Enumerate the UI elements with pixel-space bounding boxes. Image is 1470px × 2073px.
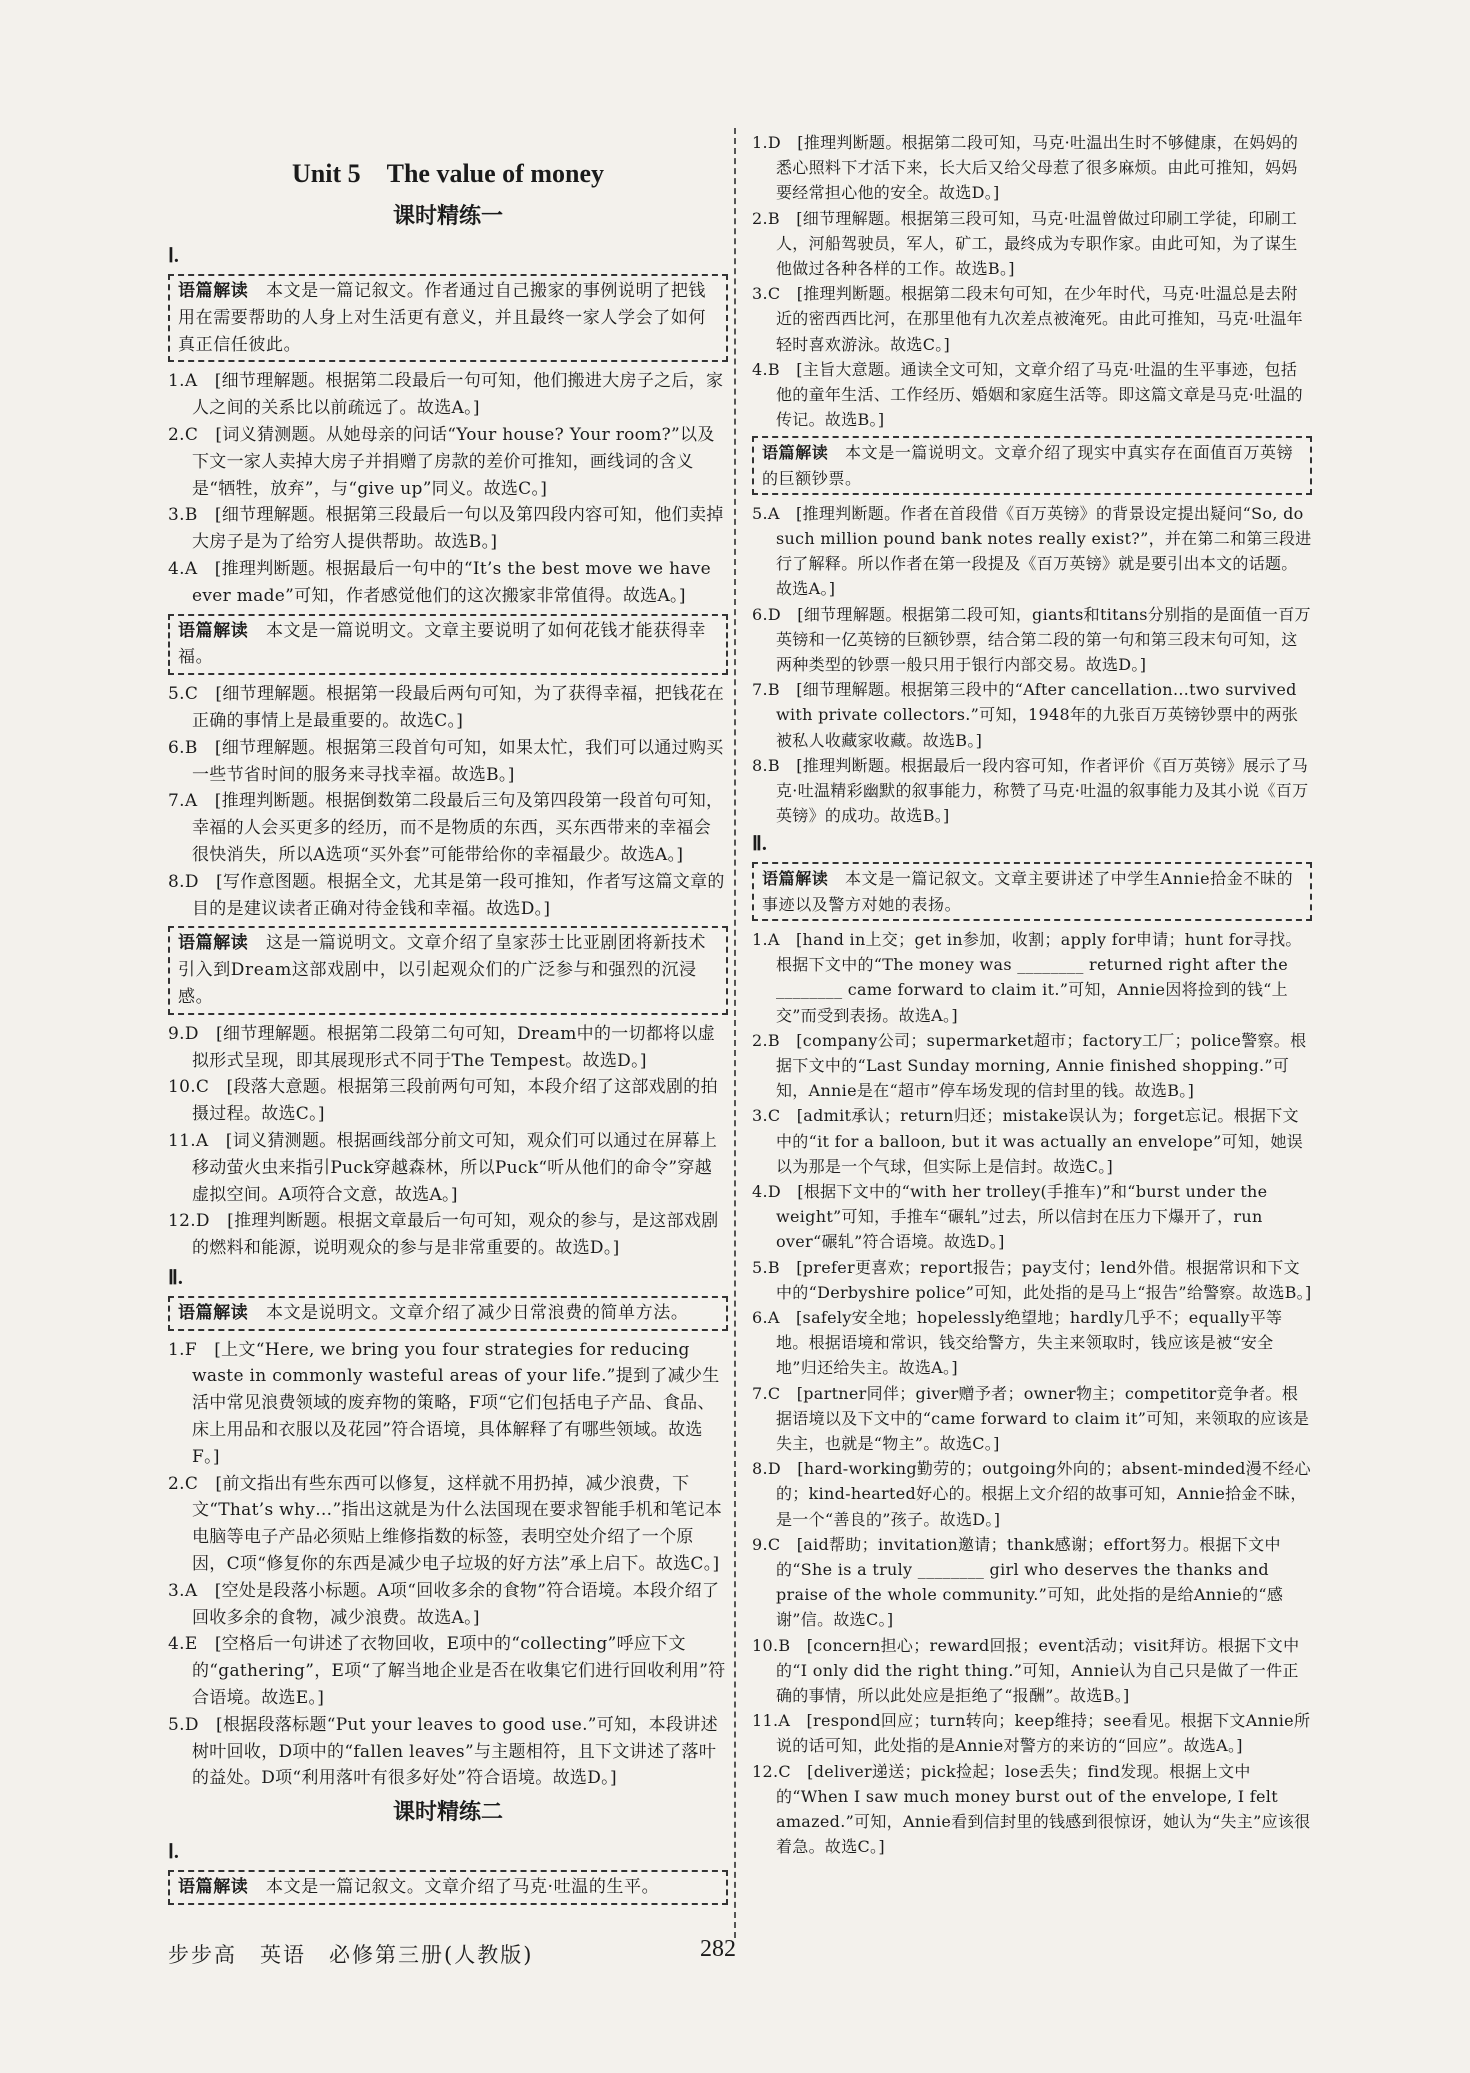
answer-item: 1.A [细节理解题。根据第二段最后一句可知，他们搬进大房子之后，家人之间的关系比以前疏远了。故选A。] <box>168 371 724 419</box>
answer-item: 7.C [partner同伴；giver赠予者；owner物主；competitor竞争者。根据语境以及下文中的“came forward to claim it”可知，来领取的应该是失主，也就是“物主”。故选C。] <box>752 1383 1310 1453</box>
answer-item: 3.C [推理判断题。根据第二段末句可知，在少年时代，马克·吐温总是去附近的密西西比河，在那里他有九次差点被淹死。由此可推知，马克·吐温年轻时喜欢游泳。故选C。] <box>752 284 1303 354</box>
summary-label: 语篇解读 <box>178 281 249 301</box>
passage-summary-box <box>168 926 728 1014</box>
answer-item: 5.C [细节理解题。根据第一段最后两句可知，为了获得幸福，把钱花在正确的事情上是最重要的。故选C。] <box>168 684 725 731</box>
answer-item: 2.C [前文指出有些东西可以修复，这样就不用扔掉，减少浪费，下文“That’s why…”指出这就是为什么法国现在要求智能手机和笔记本电脑等电子产品必须贴上维修指数的标签，表明空处介绍了一个原因，C项“修复你的东西是减少电子垃圾的好方法”承上启下。故选C。] <box>168 1473 723 1575</box>
section-roman-1: Ⅰ. <box>168 245 179 267</box>
passage-summary-box <box>752 436 1312 494</box>
passage-summary-box <box>168 1870 728 1905</box>
answer-item: 4.D [根据下文中的“with her trolley(手推车)”和“burst under the weight”可知，手推车“碾轧”过去，所以信封在压力下爆开了，run over“碾轧”符合语境。故选D。] <box>752 1181 1268 1252</box>
column-divider <box>734 128 736 1938</box>
summary-label: 语篇解读 <box>178 933 249 954</box>
left-column <box>168 150 728 1911</box>
answer-item: 5.A [推理判断题。作者在首段借《百万英镑》的背景设定提出疑问“So, do such million pound bank notes really exist?”，并在第二和第三段进行了解释。所以作者在第一段提及《百万英镑》就是要引出本文的话题。故选A。] <box>752 503 1312 599</box>
summary-label: 语篇解读 <box>178 1302 249 1323</box>
answer-item: 6.B [细节理解题。根据第三段首句可知，如果太忙，我们可以通过购买一些节省时间的服务来寻找幸福。故选B。] <box>168 737 724 785</box>
answer-item: 9.C [aid帮助；invitation邀请；thank感谢；effort努力。根据下文中的“She is a truly ________ girl who deserves the thanks and praise of the whole community.”可知，此处指的是给Annie的“感谢”信。故选C。] <box>752 1534 1284 1630</box>
answer-item: 3.C [admit承认；return归还；mistake误认为；forget忘记。根据下文中的“it for a balloon, but it was actually an envelope”可知，她误以为那是一个气球，但实际上是信封。故选C。] <box>752 1106 1304 1176</box>
section-roman-2: Ⅱ. <box>168 1266 183 1289</box>
passage-summary-box <box>168 1296 728 1331</box>
answer-item: 10.C [段落大意题。根据第三段前两句可知，本段介绍了这部戏剧的拍摄过程。故选C。] <box>168 1077 718 1125</box>
answer-item: 1.F [上文“Here, we bring you four strategies for reducing waste in commonly wasteful areas of your life.”提到了减少生活中常见浪费领域的废弃物的策略，F项“它们包括电子产品、食品、床上用品和衣服以及花园”符合语境，具体解释了有哪些领域。故选F。] <box>168 1339 720 1467</box>
answer-item: 11.A [respond回应；turn转向；keep维持；see看见。根据下文Annie所说的话可知，此处指的是Annie对警方的来访的“回应”。故选A。] <box>752 1711 1311 1756</box>
right-column <box>752 130 1312 1859</box>
answer-item: 6.D [细节理解题。根据第二段可知，giants和titans分别指的是面值一百万英镑和一亿英镑的巨额钞票，结合第二段的第一句和第三段末句可知，这两种类型的钞票一般只用于银行内部交易。故选D。] <box>752 604 1311 675</box>
summary-label: 语篇解读 <box>178 620 249 641</box>
summary-label: 语篇解读 <box>762 443 829 463</box>
practice-1-title: 课时精练一 <box>392 204 503 229</box>
summary-text: 本文是一篇说明文。文章介绍了现实中真实存在面值百万英镑的巨额钞票。 <box>762 443 1294 488</box>
unit-title: Unit 5 The value of money <box>291 159 604 188</box>
answer-item: 8.D [hard-working勤劳的；outgoing外向的；absent-minded漫不经心的；kind-hearted好心的。根据上文介绍的故事可知，Annie拾金不昧，是一个“善良的”孩子。故选D。] <box>752 1459 1311 1529</box>
summary-label: 语篇解读 <box>178 1877 249 1898</box>
summary-label: 语篇解读 <box>762 869 829 889</box>
passage-summary-box <box>168 274 728 362</box>
answer-item: 4.B [主旨大意题。通读全文可知，文章介绍了马克·吐温的生平事迹，包括他的童年生活、工作经历、婚姻和家庭生活等。即这篇文章是马克·吐温的传记。故选B。] <box>752 359 1303 430</box>
answer-item: 8.D [写作意图题。根据全文，尤其是第一段可推知，作者写这篇文章的目的是建议读者正确对待金钱和幸福。故选D。] <box>168 871 725 919</box>
answer-item: 8.B [推理判断题。根据最后一段内容可知，作者评价《百万英镑》展示了马克·吐温精彩幽默的叙事能力，称赞了马克·吐温的叙事能力及其小说《百万英镑》的成功。故选B。] <box>752 755 1309 826</box>
answer-item: 10.B [concern担心；reward回报；event活动；visit拜访。根据下文中的“I only did the right thing.”可知，Annie认为自己只是做了一件正确的事情，所以此处应是拒绝了“报酬”。故选B。] <box>752 1635 1300 1705</box>
section-roman-3: Ⅰ. <box>168 1841 179 1864</box>
answer-item: 5.D [根据段落标题“Put your leaves to good use.”可知，本段讲述树叶回收，D项中的“fallen leaves”与主题相符，且下文讲述了落叶的益处。D项“利用落叶有很多好处”符合语境。故选D。] <box>168 1714 718 1789</box>
answer-item: 4.A [推理判断题。根据最后一句中的“It’s the best move we have ever made”可知，作者感觉他们的这次搬家非常值得。故选A。] <box>168 558 712 606</box>
answer-item: 12.C [deliver递送；pick捡起；lose丢失；find发现。根据上文中的“When I saw much money burst out of the envelope, I felt amazed.”可知，Annie看到信封里的钱感到很惊讶，她认为“失主”应该很着急。故选C。] <box>752 1761 1311 1857</box>
book-title-footer: 步步高 英语 必修第三册(人教版) <box>168 1943 534 1967</box>
summary-text: 本文是一篇记叙文。作者通过自己搬家的事例说明了把钱用在需要帮助的人身上对生活更有意义，并且最终一家人学会了如何真正信任彼此。 <box>178 281 707 355</box>
answer-item: 3.B [细节理解题。根据第三段最后一句以及第四段内容可知，他们卖掉大房子是为了给穷人提供帮助。故选B。] <box>168 505 724 553</box>
answer-item: 5.B [prefer更喜欢；report报告；pay支付；lend外借。根据常识和下文中的“Derbyshire police”可知，此处指的是马上“报告”给警察。故选B。] <box>752 1257 1312 1302</box>
answer-item: 2.B [company公司；supermarket超市；factory工厂；police警察。根据下文中的“Last Sunday morning, Annie finished shopping.”可知，Annie是在“超市”停车场发现的信封里的钱。故选B。] <box>752 1030 1307 1101</box>
summary-text: 本文是一篇记叙文。文章介绍了马克·吐温的生平。 <box>266 1877 660 1898</box>
answer-item: 3.A [空处是段落小标题。A项“回收多余的食物”符合语境。本段介绍了回收多余的食物，减少浪费。故选A。] <box>168 1580 720 1628</box>
answer-item: 9.D [细节理解题。根据第二段第二句可知，Dream中的一切都将以虚拟形式呈现，即其展现形式不同于The Tempest。故选D。] <box>168 1023 716 1071</box>
page-number: 282 <box>700 1936 736 1962</box>
answer-item: 12.D [推理判断题。根据文章最后一句可知，观众的参与，是这部戏剧的燃料和能源，说明观众的参与是非常重要的。故选D。] <box>168 1211 719 1259</box>
answer-item: 11.A [词义猜测题。根据画线部分前文可知，观众们可以通过在屏幕上移动萤火虫来指引Puck穿越森林，所以Puck“听从他们的命令”穿越虚拟空间。A项符合文意，故选A。] <box>168 1130 718 1205</box>
passage-summary-box <box>168 614 728 676</box>
summary-text: 这是一篇说明文。文章介绍了皇家莎士比亚剧团将新技术引入到Dream这部戏剧中，以引起观众们的广泛参与和强烈的沉浸感。 <box>178 933 707 1007</box>
answer-item: 2.C [词义猜测题。从她母亲的问话“Your house? Your room?”以及下文一家人卖掉大房子并捐赠了房款的差价可推知，画线词的含义是“牺牲，放弃”，与“give up”同义。故选C。] <box>168 424 715 499</box>
answer-item: 2.B [细节理解题。根据第三段可知，马克·吐温曾做过印刷工学徒，印刷工人，河船驾驶员，军人，矿工，最终成为专职作家。由此可知，为了谋生他做过各种各样的工作。故选B。] <box>752 208 1298 279</box>
answer-item: 1.A [hand in上交；get in参加，收割；apply for申请；hunt for寻找。根据下文中的“The money was ________ returned right after the ________ came forward to claim it.”可知，Annie因将捡到的钱“上交”而受到表扬。故选A。] <box>752 929 1302 1025</box>
passage-summary-box <box>752 862 1312 920</box>
section-roman-4: Ⅱ. <box>752 833 767 856</box>
summary-text: 本文是一篇记叙文。文章主要讲述了中学生Annie拾金不昧的事迹以及警方对她的表扬。 <box>762 869 1294 914</box>
answer-item: 4.E [空格后一句讲述了衣物回收，E项中的“collecting”呼应下文的“gathering”，E项“了解当地企业是否在收集它们进行回收利用”符合语境。故选E。] <box>168 1634 726 1709</box>
practice-2-title: 课时精练二 <box>392 1800 503 1826</box>
answer-item: 7.B [细节理解题。根据第三段中的“After cancellation…two survived with private collectors.”可知，1948年的九张百万英镑钞票中的两张被私人收藏家收藏。故选B。] <box>752 680 1299 750</box>
answer-item: 7.A [推理判断题。根据倒数第二段最后三句及第四段第一段首句可知，幸福的人会买更多的经历，而不是物质的东西，买东西带来的幸福会很快消失，所以A选项“买外套”可能带给你的幸福最少。故选A。] <box>168 791 724 865</box>
summary-text: 本文是一篇说明文。文章主要说明了如何花钱才能获得幸福。 <box>178 620 707 668</box>
summary-text: 本文是说明文。文章介绍了减少日常浪费的简单方法。 <box>266 1302 689 1323</box>
answer-item: 6.A [safely安全地；hopelessly绝望地；hardly几乎不；equally平等地。根据语境和常识，钱交给警方，失主来领取时，钱应该是被“安全地”归还给失主。故选A。] <box>752 1307 1283 1378</box>
answer-item: 1.D [推理判断题。根据第二段可知，马克·吐温出生时不够健康，在妈妈的悉心照料下才活下来，长大后又给父母惹了很多麻烦。由此可推知，妈妈要经常担心他的安全。故选D。] <box>752 133 1299 203</box>
